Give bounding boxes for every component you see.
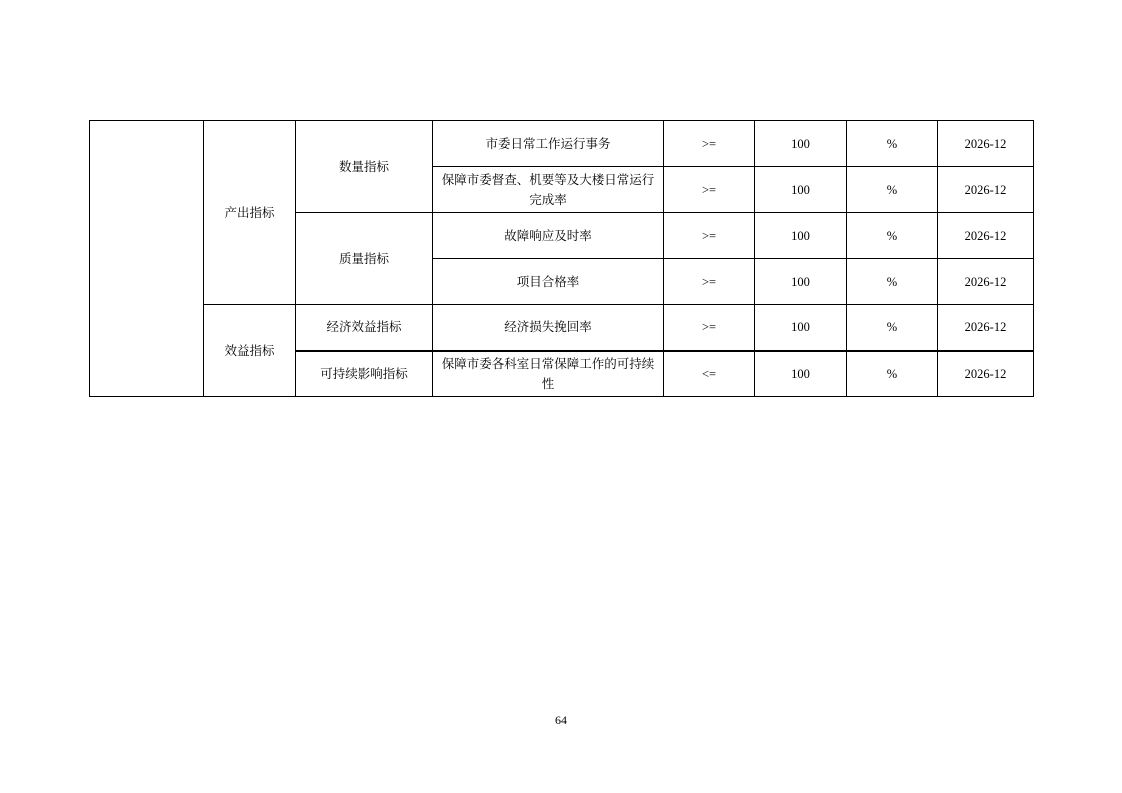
performance-indicator-table [89, 120, 1034, 397]
level1-indicator-cell: 产出指标 [204, 121, 296, 305]
level2-indicator-cell: 数量指标 [296, 121, 433, 213]
value-cell: 100 [755, 121, 847, 167]
unit-cell: % [847, 121, 938, 167]
level2-indicator-cell: 经济效益指标 [296, 305, 433, 351]
unit-cell: % [847, 167, 938, 213]
unit-cell: % [847, 351, 938, 397]
value-cell: 100 [755, 213, 847, 259]
level2-indicator-cell: 可持续影响指标 [296, 351, 433, 397]
indicator-name-cell: 项目合格率 [433, 259, 664, 305]
operator-cell: >= [664, 213, 755, 259]
date-cell: 2026-12 [938, 213, 1034, 259]
operator-cell: <= [664, 351, 755, 397]
unit-cell: % [847, 259, 938, 305]
operator-cell: >= [664, 167, 755, 213]
value-cell: 100 [755, 305, 847, 351]
level2-indicator-cell: 质量指标 [296, 213, 433, 305]
value-cell: 100 [755, 167, 847, 213]
date-cell: 2026-12 [938, 121, 1034, 167]
blank-first-column-cell [90, 121, 204, 397]
value-cell: 100 [755, 259, 847, 305]
date-cell: 2026-12 [938, 351, 1034, 397]
indicator-name-cell: 保障市委督查、机要等及大楼日常运行完成率 [433, 167, 664, 213]
value-cell: 100 [755, 351, 847, 397]
page-number: 64 [555, 713, 567, 727]
indicator-name-cell: 市委日常工作运行事务 [433, 121, 664, 167]
operator-cell: >= [664, 259, 755, 305]
date-cell: 2026-12 [938, 259, 1034, 305]
indicator-name-cell: 保障市委各科室日常保障工作的可持续性 [433, 351, 664, 397]
date-cell: 2026-12 [938, 167, 1034, 213]
date-cell: 2026-12 [938, 305, 1034, 351]
operator-cell: >= [664, 305, 755, 351]
level1-indicator-cell: 效益指标 [204, 305, 296, 397]
unit-cell: % [847, 213, 938, 259]
unit-cell: % [847, 305, 938, 351]
indicator-name-cell: 故障响应及时率 [433, 213, 664, 259]
table-row [90, 121, 1034, 167]
operator-cell: >= [664, 121, 755, 167]
table-row [90, 305, 1034, 351]
indicator-name-cell: 经济损失挽回率 [433, 305, 664, 351]
